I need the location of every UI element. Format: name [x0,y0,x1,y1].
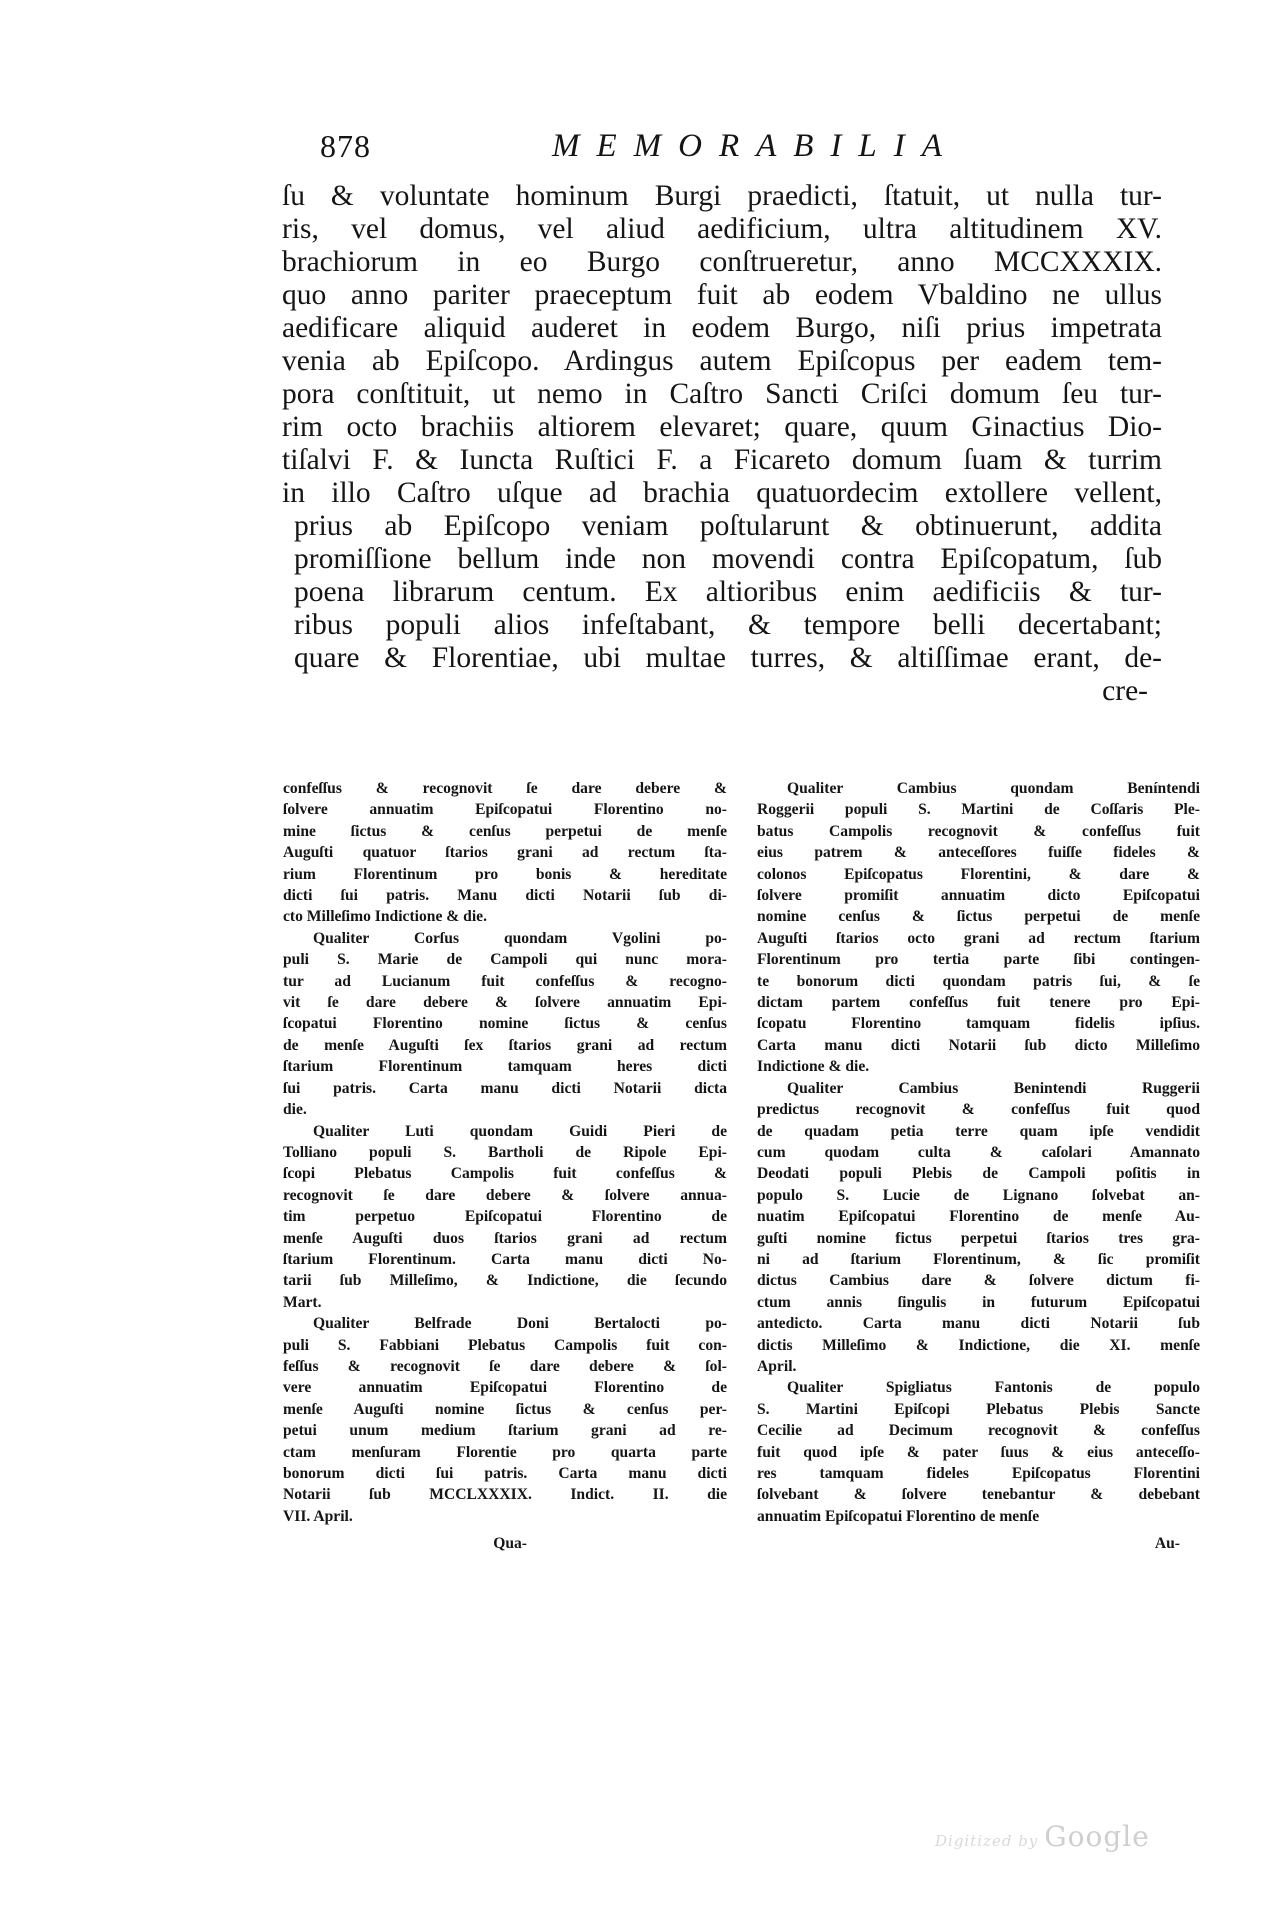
watermark-prefix: Digitized by [935,1832,1039,1850]
paragraph-line: dicti ſui patris. Manu dicti Notarii ſub di- [283,887,727,905]
main-text-line: poena librarum centum. Ex altioribus enim aedificiis & tur- [294,576,1162,608]
document-paragraph [757,1078,1200,1378]
paragraph-line: Cecilie ad Decimum recognovit & confeſſus [757,1422,1200,1440]
main-text-line: ribus populi alios infeſtabant, & tempore belli decertabant; [294,609,1162,641]
paragraph-line: ſui patris. Carta manu dicti Notarii dicta [283,1079,727,1097]
paragraph-line: ſtarium Florentinum. Carta manu dicti No- [283,1250,727,1268]
main-text-line: quo anno pariter praeceptum fuit ab eodem Vbaldino ne ullus [282,279,1162,311]
paragraph-line: antedicto. Carta manu dicti Notarii ſub [757,1315,1200,1333]
main-text-line: ris, vel domus, vel aliud aedificium, ultra altitudinem XV. [282,213,1162,245]
digitized-watermark [935,1820,1150,1853]
paragraph-line: vere annuatim Epiſcopatui Florentino de [283,1379,727,1397]
main-text-line: brachiorum in eo Burgo conſtrueretur, anno MCCXXXIX. [282,246,1162,278]
paragraph-line: annuatim Epiſcopatui Florentino de menſe [757,1507,1040,1525]
paragraph-line: ſtarium Florentinum tamquam heres dicti [283,1058,727,1076]
watermark-brand: Google [1044,1820,1150,1853]
paragraph-line: bonorum dicti ſui patris. Carta manu dicti [283,1465,727,1482]
main-text-line: ſu & voluntate hominum Burgi praedicti, ſtatuit, ut nulla tur- [282,180,1162,212]
document-paragraph [757,1377,1200,1527]
paragraph-line: dictis Milleſimo & Indictione, die XI. menſe [757,1336,1200,1354]
paragraph-line: guſti nomine fictus perpetui ſtarios tres gra- [757,1229,1200,1247]
paragraph-line: te bonorum dicti quondam patris ſui, & ſe [757,972,1200,990]
column-catchword: Qua- [493,1535,527,1553]
paragraph-line: cum quodam culta & caſolari Amannato [757,1143,1200,1161]
paragraph-line: batus Campolis recognovit & confeſſus fuit [757,822,1200,840]
footnote-column-left [283,778,727,1555]
paragraph-line: fuit quod ipſe & pater ſuus & eius anteceſſo- [757,1443,1200,1461]
paragraph-line: dictus Cambius dare & ſolvere dictum fi- [757,1272,1200,1290]
paragraph-line: Qualiter Cambius quondam Beníntendi [787,780,1200,797]
paragraph-line: Qualiter Spigliatus Fantonis de populo [787,1379,1200,1397]
paragraph-line: de menſe Auguſti ſex ſtarios grani ad rectum [283,1036,727,1054]
paragraph-line: vit ſe dare debere & ſolvere annuatim Epi- [283,994,727,1012]
main-text-line: quare & Florentiae, ubi multae turres, & altiſſimae erant, de- [294,642,1162,674]
paragraph-line: feſſus & recognovit ſe dare debere & ſol- [283,1357,727,1375]
paragraph-line: ſolvere annuatim Epiſcopatui Florentino no- [283,801,727,819]
paragraph-line: ctam menſuram Florentie pro quarta parte [283,1443,727,1461]
main-text-line: promiſſione bellum inde non movendi contra Epiſcopatum, ſub [294,543,1162,575]
paragraph-line: res tamquam fideles Epiſcopatus Florentini [757,1465,1200,1482]
paragraph-line: nomine cenſus & ſictus perpetui de menſe [757,908,1200,926]
paragraph-line: Deodati populi Plebis de Campoli poſitis in [757,1165,1200,1183]
page-header [320,128,959,174]
paragraph-line: ſcopatu Florentino tamquam fidelis ipſius. [757,1015,1200,1033]
paragraph-line: rium Florentinum pro bonis & hereditate [283,865,727,883]
document-paragraph [757,778,1200,1078]
main-catchword: cre- [1102,675,1148,707]
paragraph-line: tur ad Lucianum fuit confeſſus & recogno- [283,972,727,990]
main-text-line: rim octo brachiis altiorem elevaret; quare, quum Ginactius Dio- [282,411,1162,443]
paragraph-line: Tolliano populi S. Bartholi de Ripole Epi- [283,1143,727,1161]
paragraph-line: Qualiter Cambius Benintendi Ruggerii [787,1079,1200,1097]
footnote-column-right [757,778,1200,1555]
paragraph-line: confeſſus & recognovit ſe dare debere & [283,780,727,797]
paragraph-line: VII. April. [283,1507,353,1525]
running-title: MEMORABILIA [552,128,959,164]
main-text-line: prius ab Epiſcopo veniam poſtularunt & obtinuerunt, addita [294,510,1162,542]
paragraph-line: predictus recognovit & confeſſus fuit quod [757,1101,1200,1119]
paragraph-line: dictam partem confeſſus fuit tenere pro Epi- [757,994,1200,1012]
document-paragraph [283,928,727,1121]
paragraph-line: ctum annis ſingulis in futurum Epiſcopatui [757,1293,1200,1311]
paragraph-line: ſolvebant & ſolvere tenebantur & debebant [757,1486,1200,1504]
paragraph-line: Mart. [283,1293,322,1311]
paragraph-line: populo S. Lucie de Lignano ſolvebat an- [757,1186,1200,1204]
document-paragraph [283,1121,727,1314]
paragraph-line: colonos Epiſcopatus Florentini, & dare & [757,865,1200,883]
paragraph-line: petui unum medium ſtarium grani ad re- [283,1422,727,1440]
page-number: 878 [320,128,371,164]
paragraph-line: ſcopi Plebatus Campolis fuit confeſſus & [283,1165,727,1183]
paragraph-line: cto Milleſimo Indictione & die. [283,908,487,926]
paragraph-line: S. Martini Epiſcopi Plebatus Plebis Sancte [757,1400,1200,1418]
paragraph-line: eius patrem & anteceſſores fuiſſe fideles & [757,844,1200,862]
paragraph-line: tarii ſub Milleſimo, & Indictione, die ſecundo [283,1272,727,1290]
paragraph-line: Qualiter Belfrade Doni Bertalocti po- [313,1315,727,1333]
main-text-block [282,180,1162,708]
paragraph-line: Auguſti ſtarios octo grani ad rectum ſtarium [757,929,1200,947]
paragraph-line: Carta manu dicti Notarii ſub dicto Milleſimo [757,1036,1200,1054]
column-catchword: Au- [1154,1535,1180,1553]
main-text-line: in illo Caſtro uſque ad brachia quatuordecim extollere vellent, [282,477,1162,509]
main-text-line: tiſalvi F. & Iuncta Ruſtici F. a Ficareto domum ſuam & turrim [282,444,1162,476]
paragraph-line: puli S. Marie de Campoli qui nunc mora- [283,951,727,969]
paragraph-line: Roggerii populi S. Martini de Coſſaris Ple- [757,801,1200,819]
paragraph-line: tim perpetuo Epiſcopatui Florentino de [283,1208,727,1226]
paragraph-line: ni ad ſtarium Florentinum, & ſic promiſit [757,1250,1200,1268]
document-paragraph [283,1313,727,1527]
paragraph-line: Qualiter Luti quondam Guidi Pieri de [313,1122,727,1140]
main-text-line: aedificare aliquid auderet in eodem Burgo, niſi prius impetrata [282,312,1162,344]
document-paragraph [283,778,727,928]
paragraph-line: recognovit ſe dare debere & ſolvere annua- [283,1186,727,1204]
paragraph-line: Auguſti quatuor ſtarios grani ad rectum ſta- [283,844,727,862]
paragraph-line: ſolvere promiſit annuatim dicto Epiſcopatui [757,887,1200,905]
paragraph-line: mine ſictus & cenſus perpetui de menſe [283,822,727,840]
paragraph-line: menſe Auguſti duos ſtarios grani ad rectum [283,1229,727,1247]
paragraph-line: de quadam petia terre quam ipſe vendidit [757,1122,1200,1140]
paragraph-line: Florentinum pro tertia parte ſibi contingen- [757,951,1200,969]
paragraph-line: ſcopatui Florentino nomine ſictus & cenſus [283,1015,727,1033]
paragraph-line: Notarii ſub MCCLXXXIX. Indict. II. die [283,1486,727,1504]
main-text-line: pora conſtituit, ut nemo in Caſtro Sancti Criſci domum ſeu tur- [282,378,1162,410]
paragraph-line: April. [757,1357,797,1375]
paragraph-line: die. [283,1101,307,1119]
paragraph-line: puli S. Fabbiani Plebatus Campolis fuit con- [283,1336,727,1354]
paragraph-line: nuatim Epiſcopatui Florentino de menſe Au- [757,1208,1200,1226]
paragraph-line: Indictione & die. [757,1058,870,1076]
paragraph-line: Qualiter Corſus quondam Vgolini po- [313,929,727,947]
paragraph-line: menſe Auguſti nomine ſictus & cenſus per- [283,1400,727,1418]
main-text-line: venia ab Epiſcopo. Ardingus autem Epiſcopus per eadem tem- [282,345,1162,377]
